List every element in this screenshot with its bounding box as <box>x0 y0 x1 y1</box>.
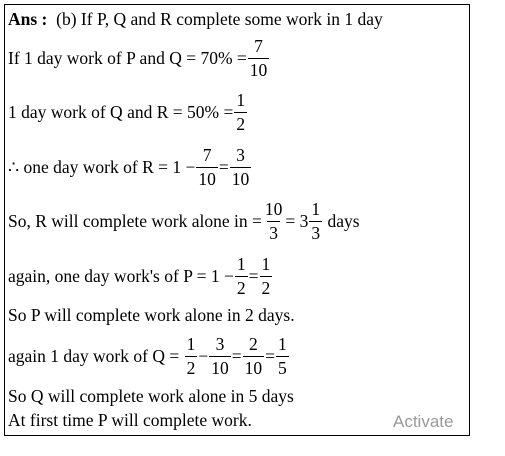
mixed-whole: = 3 <box>285 210 309 231</box>
r-days-line <box>8 201 360 242</box>
numerator: 1 <box>236 254 246 274</box>
fraction <box>235 256 248 297</box>
denominator: 3 <box>269 222 278 243</box>
denominator: 2 <box>261 277 271 298</box>
denominator: 2 <box>186 357 196 378</box>
numerator: 1 <box>261 254 271 274</box>
pq-work-line <box>8 38 270 79</box>
p-days-text: So P will complete work alone in 2 days. <box>8 305 295 325</box>
denominator: 10 <box>249 59 268 80</box>
numerator: 1 <box>186 334 196 354</box>
p-work-text: again, one day work's of P = 1 − <box>8 265 234 286</box>
numerator: 1 <box>277 334 287 354</box>
r-work-text: ∴ one day work of R = 1 − <box>8 156 196 177</box>
fraction <box>243 336 265 377</box>
denominator: 2 <box>236 113 246 134</box>
fraction <box>234 92 247 133</box>
answer-intro: (b) If P, Q and R complete some work in 1 day <box>56 9 383 29</box>
r-work-line <box>8 147 252 188</box>
fraction <box>263 201 285 242</box>
numerator: 10 <box>264 199 283 219</box>
denominator: 10 <box>244 357 263 378</box>
numerator: 1 <box>311 199 321 219</box>
numerator: 1 <box>236 90 246 110</box>
r-days-text: So, R will complete work alone in = <box>8 210 262 231</box>
qr-work-text: 1 day work of Q and R = 50% = <box>8 101 234 122</box>
equals-sign: = <box>231 345 242 366</box>
denominator: 10 <box>211 357 229 378</box>
denominator: 10 <box>198 168 216 189</box>
numerator: 3 <box>215 334 225 354</box>
denominator: 5 <box>277 357 287 378</box>
answer-header <box>8 11 383 29</box>
numerator: 7 <box>202 145 212 165</box>
numerator: 2 <box>248 334 258 354</box>
denominator: 2 <box>236 277 246 298</box>
q-work-text: again 1 day work of Q = <box>8 345 180 366</box>
equals-sign: = <box>265 345 275 366</box>
q-days-line <box>8 388 294 406</box>
pq-work-text: If 1 day work of P and Q = 70% = <box>8 47 247 68</box>
numerator: 3 <box>236 145 245 165</box>
q-days-text: So Q will complete work alone in 5 days <box>8 386 294 406</box>
ans-label: Ans : <box>8 9 48 29</box>
fraction <box>260 256 273 297</box>
equals-sign: = <box>248 265 259 286</box>
numerator: 7 <box>254 36 263 56</box>
fraction <box>230 147 252 188</box>
denominator: 3 <box>311 222 321 243</box>
fraction <box>196 147 218 188</box>
denominator: 10 <box>231 168 250 189</box>
days-unit: days <box>327 210 360 231</box>
fraction <box>185 336 198 377</box>
qr-work-line <box>8 92 248 133</box>
fraction <box>209 336 231 377</box>
minus-sign: − <box>198 345 209 366</box>
activate-watermark: Activate <box>393 412 454 431</box>
fraction <box>276 336 289 377</box>
q-work-line <box>8 336 290 377</box>
fraction <box>309 201 322 242</box>
p-work-line <box>8 256 273 297</box>
conclusion-text: At first time P will complete work. <box>8 410 252 430</box>
equals-sign: = <box>218 156 229 177</box>
conclusion-line <box>8 412 252 430</box>
fraction <box>248 38 270 79</box>
p-days-line <box>8 307 295 325</box>
